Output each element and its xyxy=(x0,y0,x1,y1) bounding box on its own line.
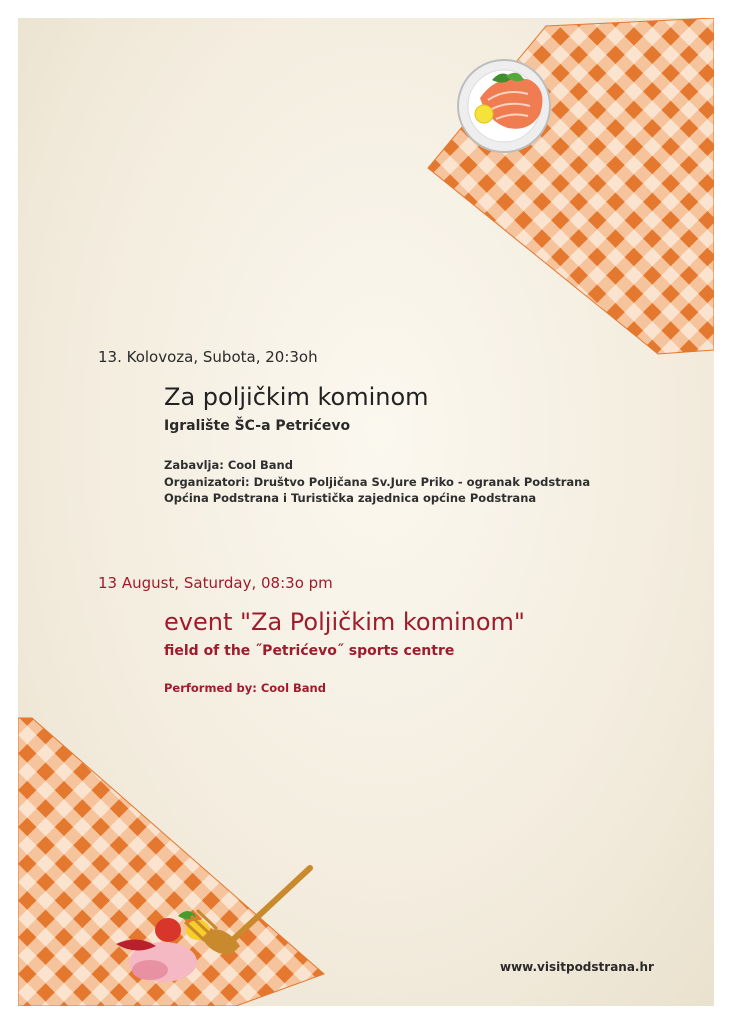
tablecloth-top-right xyxy=(428,18,714,354)
croatian-venue: Igralište ŠC-a Petrićevo xyxy=(164,418,351,434)
croatian-organizers-line1: Organizatori: Društvo Poljičana Sv.Jure Priko - ogranak Podstrana xyxy=(164,475,591,489)
website-link[interactable]: www.visitpodstrana.hr xyxy=(500,960,654,974)
croatian-date-line: 13. Kolovoza, Subota, 20:3oh xyxy=(98,348,318,366)
croatian-event-title: Za poljičkim kominom xyxy=(164,383,429,411)
salmon-plate-icon xyxy=(458,60,550,152)
poster xyxy=(18,18,714,1006)
decoration-layer xyxy=(18,18,714,1006)
english-event-title: event "Za Poljičkim kominom" xyxy=(164,608,525,636)
english-venue: field of the ˝Petrićevo˝ sports centre xyxy=(164,643,455,659)
english-date-line: 13 August, Saturday, 08:3o pm xyxy=(98,574,333,592)
croatian-entertainment: Zabavlja: Cool Band xyxy=(164,458,293,472)
croatian-organizers-line2: Općina Podstrana i Turistička zajednica općine Podstrana xyxy=(164,491,537,505)
english-performed-by: Performed by: Cool Band xyxy=(164,681,326,695)
